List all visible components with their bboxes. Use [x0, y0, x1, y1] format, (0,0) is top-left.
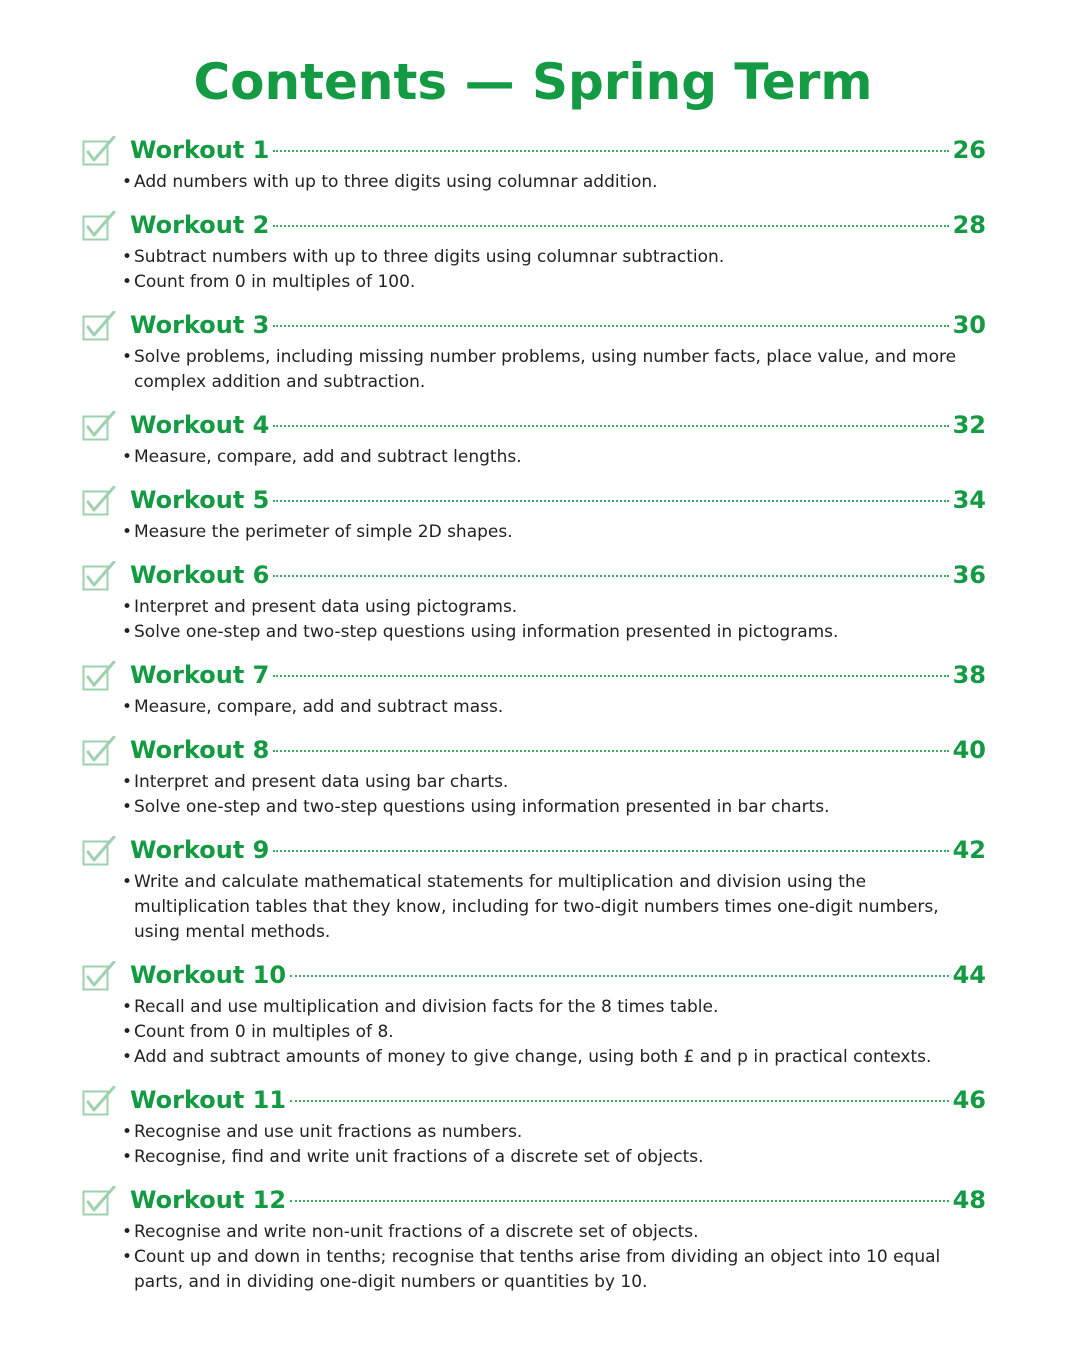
entry-heading[interactable]	[130, 1180, 986, 1220]
dot-leader	[273, 325, 948, 327]
page-number: 36	[952, 561, 986, 589]
workout-title: Workout 11	[130, 1086, 287, 1114]
objective-list	[130, 1220, 986, 1295]
page-number: 30	[952, 311, 986, 339]
page-number: 28	[952, 211, 986, 239]
entry-heading[interactable]	[130, 405, 986, 445]
checkbox-icon[interactable]	[82, 1086, 116, 1116]
contents-list	[82, 130, 986, 1305]
contents-entry	[82, 130, 986, 195]
objective-item: • Solve one-step and two-step questions using information presented in pictograms.	[120, 620, 986, 645]
checkbox-icon[interactable]	[82, 136, 116, 166]
workout-title: Workout 9	[130, 836, 270, 864]
contents-entry	[82, 555, 986, 645]
checkbox-icon[interactable]	[82, 961, 116, 991]
entry-heading[interactable]	[130, 205, 986, 245]
entry-heading[interactable]	[130, 555, 986, 595]
dot-leader	[273, 425, 948, 427]
entry-heading[interactable]	[130, 1080, 986, 1120]
page-number: 38	[952, 661, 986, 689]
objective-item: • Write and calculate mathematical statements for multiplication and division using the multiplication tables that they know, including for two-digit numbers times one-digit numbers, using mental methods.	[120, 870, 986, 945]
checkbox-icon[interactable]	[82, 311, 116, 341]
workout-title: Workout 6	[130, 561, 270, 589]
entry-heading[interactable]	[130, 305, 986, 345]
page-number: 42	[952, 836, 986, 864]
objective-list	[130, 695, 986, 720]
objective-item: • Count from 0 in multiples of 8.	[120, 1020, 986, 1045]
contents-entry	[82, 730, 986, 820]
entry-heading[interactable]	[130, 130, 986, 170]
objective-list	[130, 520, 986, 545]
objective-item: • Count up and down in tenths; recognise that tenths arise from dividing an object into 10 equal parts, and in dividing one-digit numbers or quantities by 10.	[120, 1245, 986, 1295]
entry-heading[interactable]	[130, 655, 986, 695]
page-title: Contents — Spring Term	[193, 53, 873, 111]
dot-leader	[290, 1100, 949, 1102]
dot-leader	[290, 1200, 949, 1202]
workout-title: Workout 1	[130, 136, 270, 164]
workout-title: Workout 8	[130, 736, 270, 764]
objective-item: • Recognise and use unit fractions as numbers.	[120, 1120, 986, 1145]
objective-list	[130, 345, 986, 395]
checkbox-icon[interactable]	[82, 561, 116, 591]
objective-item: • Measure, compare, add and subtract lengths.	[120, 445, 986, 470]
checkbox-icon[interactable]	[82, 1186, 116, 1216]
dot-leader	[273, 150, 948, 152]
workout-title: Workout 4	[130, 411, 270, 439]
objective-item: • Interpret and present data using bar charts.	[120, 770, 986, 795]
workout-title: Workout 10	[130, 961, 287, 989]
page-number: 34	[952, 486, 986, 514]
objective-item: • Add numbers with up to three digits using columnar addition.	[120, 170, 986, 195]
objective-list	[130, 245, 986, 295]
dot-leader	[273, 675, 948, 677]
objective-list	[130, 995, 986, 1070]
dot-leader	[273, 500, 948, 502]
checkbox-icon[interactable]	[82, 211, 116, 241]
objective-item: • Recognise and write non-unit fractions of a discrete set of objects.	[120, 1220, 986, 1245]
page-number: 44	[952, 961, 986, 989]
entry-heading[interactable]	[130, 955, 986, 995]
objective-list	[130, 170, 986, 195]
contents-entry	[82, 1080, 986, 1170]
objective-item: • Add and subtract amounts of money to give change, using both £ and p in practical contexts.	[120, 1045, 986, 1070]
contents-entry	[82, 1180, 986, 1295]
checkbox-icon[interactable]	[82, 661, 116, 691]
workout-title: Workout 12	[130, 1186, 287, 1214]
checkbox-icon[interactable]	[82, 836, 116, 866]
objective-item: • Recognise, find and write unit fractions of a discrete set of objects.	[120, 1145, 986, 1170]
page-number: 32	[952, 411, 986, 439]
entry-heading[interactable]	[130, 830, 986, 870]
objective-list	[130, 770, 986, 820]
contents-entry	[82, 480, 986, 545]
workout-title: Workout 5	[130, 486, 270, 514]
workout-title: Workout 2	[130, 211, 270, 239]
contents-entry	[82, 830, 986, 945]
page-number: 26	[952, 136, 986, 164]
contents-entry	[82, 655, 986, 720]
objective-list	[130, 1120, 986, 1170]
page-number: 40	[952, 736, 986, 764]
page-number: 46	[952, 1086, 986, 1114]
entry-heading[interactable]	[130, 730, 986, 770]
dot-leader	[273, 850, 948, 852]
workout-title: Workout 7	[130, 661, 270, 689]
page-number: 48	[952, 1186, 986, 1214]
dot-leader	[273, 225, 948, 227]
objective-item: • Measure, compare, add and subtract mass.	[120, 695, 986, 720]
dot-leader	[290, 975, 949, 977]
objective-list	[130, 445, 986, 470]
objective-item: • Recall and use multiplication and division facts for the 8 times table.	[120, 995, 986, 1020]
objective-item: • Solve one-step and two-step questions using information presented in bar charts.	[120, 795, 986, 820]
objective-item: • Interpret and present data using pictograms.	[120, 595, 986, 620]
contents-entry	[82, 305, 986, 395]
objective-list	[130, 595, 986, 645]
objective-item: • Measure the perimeter of simple 2D shapes.	[120, 520, 986, 545]
checkbox-icon[interactable]	[82, 486, 116, 516]
dot-leader	[273, 750, 948, 752]
workout-title: Workout 3	[130, 311, 270, 339]
objective-list	[130, 870, 986, 945]
objective-item: • Count from 0 in multiples of 100.	[120, 270, 986, 295]
contents-entry	[82, 205, 986, 295]
entry-heading[interactable]	[130, 480, 986, 520]
contents-entry	[82, 405, 986, 470]
contents-entry	[82, 955, 986, 1070]
checkbox-icon[interactable]	[82, 736, 116, 766]
dot-leader	[273, 575, 948, 577]
checkbox-icon[interactable]	[82, 411, 116, 441]
objective-item: • Solve problems, including missing number problems, using number facts, place value, and more complex addition and subtraction.	[120, 345, 986, 395]
objective-item: • Subtract numbers with up to three digits using columnar subtraction.	[120, 245, 986, 270]
